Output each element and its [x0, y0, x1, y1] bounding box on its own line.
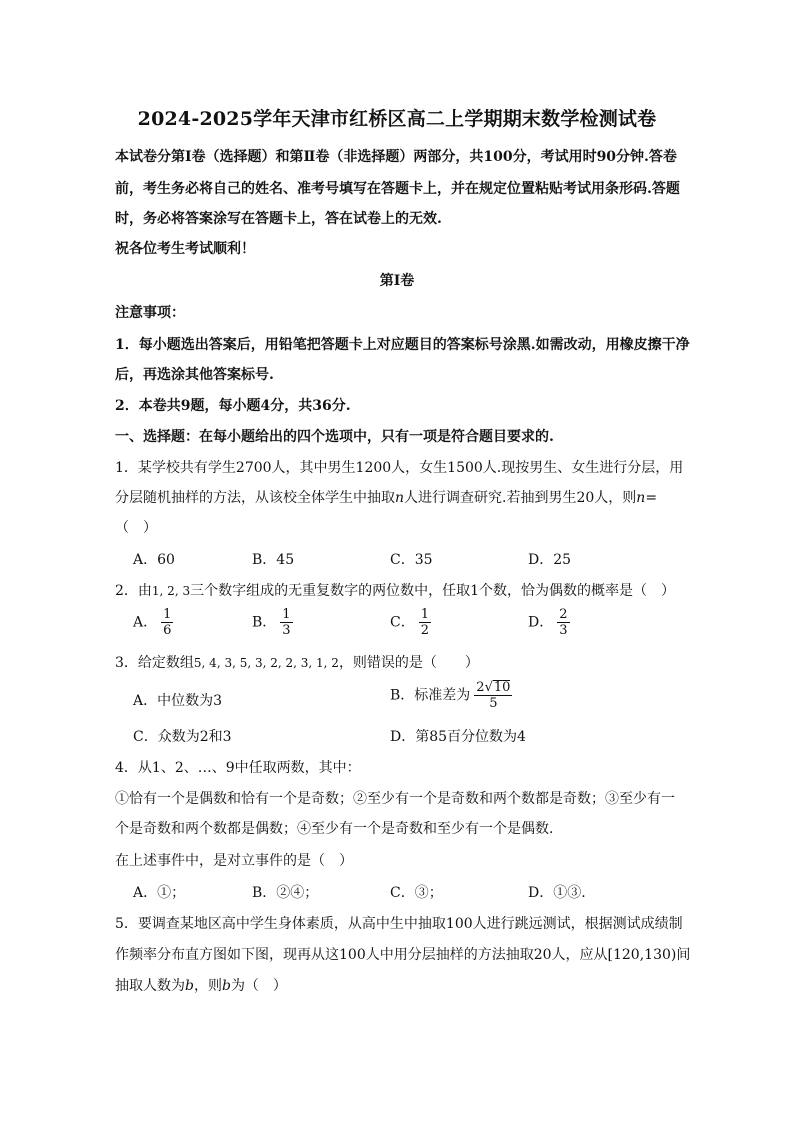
sqrt-symbol: √ — [484, 680, 493, 695]
q3-option-a: A．中位数为3 — [133, 693, 223, 709]
q1-var-n2: n — [636, 490, 646, 506]
intro-line-1: 本试卷分第Ⅰ卷（选择题）和第Ⅱ卷（非选择题）两部分，共100分，考试用时90分钟.答卷 — [115, 149, 677, 165]
q2-stem-b: 三个数字组成的无重复数字的两位数中，任取1个数，恰为偶数的概率是（ ） — [190, 583, 675, 599]
q2-option-c-letter: C． — [390, 614, 415, 631]
q1-paren: （ ） — [115, 520, 157, 536]
q4-option-b: B．②④； — [252, 885, 319, 901]
q2-option-d-letter: D． — [528, 614, 554, 631]
q3-option-b-fraction — [474, 680, 512, 711]
q2-stem-nums: 1, 2, 3 — [151, 584, 191, 598]
q3-b-coef: 2 — [476, 680, 485, 695]
q3-option-b-prefix: B．标准差为 — [390, 687, 471, 704]
q5-line-2: 作频率分布直方图如下图，现再从这100人中用分层抽样的方法抽取20人，应从[120,130)间 — [115, 947, 691, 963]
q1-text-b: 人进行调查研究.若抽到男生20人，则 — [404, 490, 637, 506]
q2-stem — [115, 580, 675, 600]
q2-d-num: 2 — [559, 607, 568, 622]
q4-option-c: C．③； — [390, 885, 443, 901]
q5-var-b2: b — [221, 978, 231, 994]
q3-b-den: 5 — [489, 696, 498, 711]
q1-line-2 — [115, 487, 657, 507]
note-2: 2．本卷共9题，每小题4分，共36分. — [115, 398, 351, 414]
intro-wish: 祝各位考生考试顺利！ — [115, 241, 255, 257]
exam-title: 2024-2025学年天津市红桥区高二上学期期末数学检测试卷 — [137, 108, 657, 130]
q2-option-b-letter: B． — [252, 614, 277, 631]
q2-stem-a: 2．由 — [115, 583, 152, 599]
q4-option-d: D．①③. — [528, 885, 586, 901]
q2-option-b — [252, 607, 293, 638]
q3-stem-data: 5, 4, 3, 5, 3, 2, 2, 3, 1, 2 — [193, 656, 339, 670]
q5-text-c: 为（ ） — [230, 978, 287, 994]
q1-text-a: 分层随机抽样的方法，从该校全体学生中抽取 — [115, 490, 395, 506]
q2-a-num: 1 — [163, 607, 172, 622]
q2-option-a-letter: A． — [133, 614, 158, 631]
q3-option-d: D．第85百分位数为4 — [390, 729, 526, 745]
q4-stem: 4．从1、2、…、9中任取两数，其中： — [115, 760, 361, 776]
q3-stem-a: 3．给定数组 — [115, 655, 194, 671]
q5-var-b: b — [185, 978, 194, 994]
intro-line-3: 时，务必将答案涂写在答题卡上，答在试卷上的无效. — [115, 211, 442, 227]
q1-text-c: = — [645, 490, 658, 506]
q1-var-n: n — [395, 490, 405, 506]
q5-text-a: 抽取人数为 — [115, 978, 185, 994]
q2-option-c-fraction — [419, 607, 431, 638]
q5-line-1: 5．要调查某地区高中学生身体素质，从高中生中抽取100人进行跳远测试，根据测试成绩制 — [115, 916, 683, 932]
q2-b-num: 1 — [282, 607, 291, 622]
q2-option-a — [133, 607, 173, 638]
q3-option-b — [390, 680, 512, 711]
q3-stem — [115, 652, 479, 672]
section-title: 第Ⅰ卷 — [379, 273, 415, 289]
q1-option-c: C．35 — [390, 552, 433, 568]
note-1-line-1: 1．每小题选出答案后，用铅笔把答题卡上对应题目的答案标号涂黑.如需改动，用橡皮擦干净 — [115, 337, 690, 353]
q2-option-a-fraction — [161, 607, 173, 638]
q1-line-1: 1．某学校共有学生2700人，其中男生1200人，女生1500人.现按男生、女生进行分层，用 — [115, 460, 684, 476]
q2-option-d-fraction — [557, 607, 569, 638]
q4-question: 在上述事件中，是对立事件的是（ ） — [115, 853, 353, 869]
q2-option-c — [390, 607, 431, 638]
q4-line-3: 个是奇数和两个数都是偶数；④至少有一个是奇数和至少有一个是偶数. — [115, 821, 554, 837]
q3-option-c: C．众数为2和3 — [133, 729, 232, 745]
q5-text-b: ，则 — [193, 978, 222, 994]
q1-option-b: B．45 — [252, 552, 295, 568]
q3-stem-b: ，则错误的是（ ） — [338, 655, 479, 671]
q2-option-d — [528, 607, 570, 638]
q2-d-den: 3 — [559, 623, 568, 638]
q3-b-numerator — [474, 680, 512, 696]
q2-b-den: 3 — [282, 623, 291, 638]
q5-line-3 — [115, 975, 287, 995]
q2-a-den: 6 — [163, 623, 172, 638]
q4-option-a: A．①； — [133, 885, 186, 901]
q4-line-2: ①恰有一个是偶数和恰有一个是奇数；②至少有一个是奇数和两个数都是奇数；③至少有一 — [115, 791, 675, 807]
q2-c-num: 1 — [420, 607, 429, 622]
part1-heading: 一、选择题：在每小题给出的四个选项中，只有一项是符合题目要求的. — [115, 429, 554, 445]
intro-line-2: 前，考生务必将自己的姓名、准考号填写在答题卡上，并在规定位置粘贴考试用条形码.答题 — [115, 181, 680, 197]
note-1-line-2: 后，再选涂其他答案标号. — [115, 367, 274, 383]
q3-b-radicand: 10 — [493, 680, 511, 695]
q1-option-a: A．60 — [133, 552, 175, 568]
notes-heading: 注意事项： — [115, 305, 185, 321]
q2-c-den: 2 — [420, 623, 429, 638]
q1-option-d: D．25 — [528, 552, 572, 568]
q2-option-b-fraction — [280, 607, 292, 638]
